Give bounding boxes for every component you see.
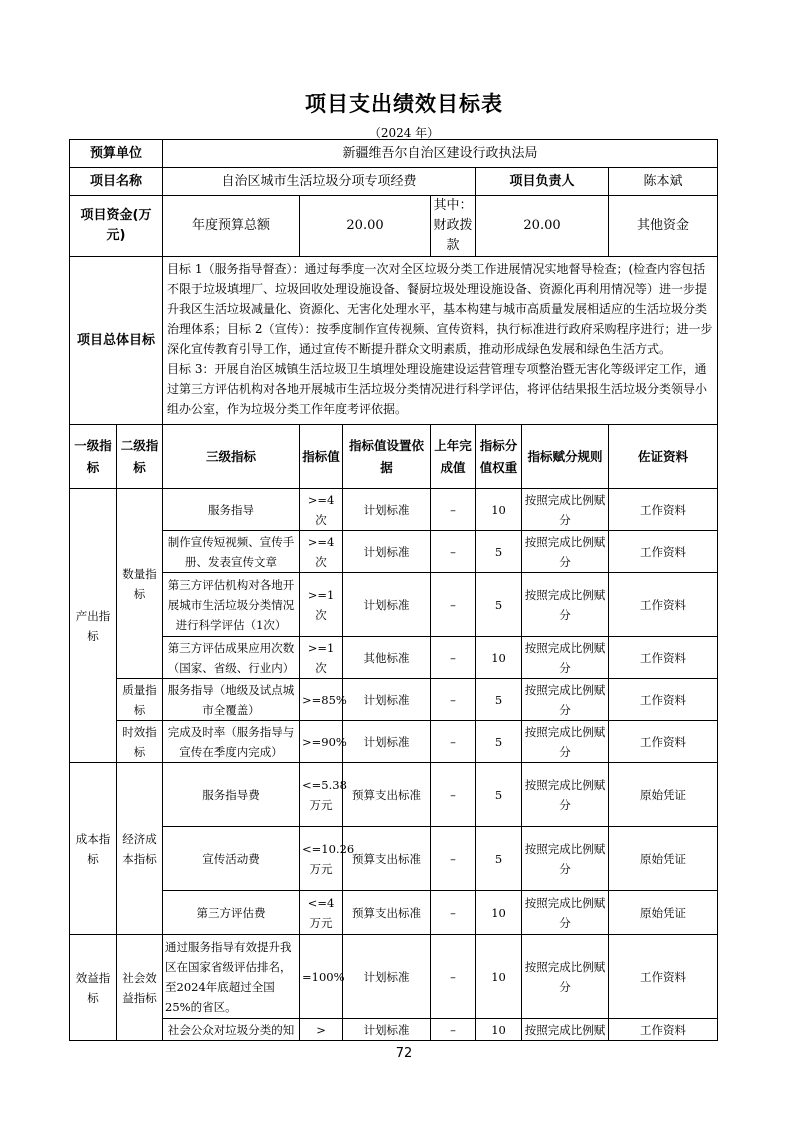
header-rule: 指标赋分规则 — [522, 425, 609, 489]
performance-table — [69, 139, 718, 1041]
indicator-weight: 5 — [476, 763, 522, 827]
indicator-value: >=4次 — [300, 531, 343, 573]
indicator-evidence: 工作资料 — [609, 531, 718, 573]
indicator-rule: 按照完成比例赋 — [522, 1019, 609, 1041]
table-row — [70, 573, 718, 637]
indicator-weight: 5 — [476, 573, 522, 637]
indicator-value: >=90% — [300, 721, 343, 763]
indicator-prev: – — [431, 573, 476, 637]
group-social-benefit: 社会效益指标 — [117, 935, 163, 1041]
indicator-evidence: 工作资料 — [609, 489, 718, 531]
indicator-rule: 按照完成比例赋分 — [522, 721, 609, 763]
indicator-rule: 按照完成比例赋分 — [522, 827, 609, 891]
header-level1: 一级指标 — [70, 425, 117, 489]
indicator-name: 通过服务指导有效提升我区在国家省级评估排名，至2024年底超过全国25%的省区。 — [163, 935, 300, 1019]
indicator-evidence: 工作资料 — [609, 935, 718, 1019]
fiscal-label: 其中：财政拨款 — [431, 196, 476, 257]
header-prev: 上年完成值 — [431, 425, 476, 489]
indicator-basis: 预算支出标准 — [343, 763, 431, 827]
indicator-prev: – — [431, 935, 476, 1019]
indicator-evidence: 原始凭证 — [609, 891, 718, 935]
header-weight: 指标分值权重 — [476, 425, 522, 489]
page-title: 项目支出绩效目标表 — [305, 91, 503, 116]
project-leader-value: 陈本斌 — [609, 168, 718, 196]
indicator-weight: 5 — [476, 679, 522, 721]
indicator-name: 服务指导 — [163, 489, 300, 531]
indicator-rule: 按照完成比例赋分 — [522, 531, 609, 573]
indicator-value: <=4万元 — [300, 891, 343, 935]
indicator-weight: 10 — [476, 1019, 522, 1041]
indicator-evidence: 原始凭证 — [609, 763, 718, 827]
header-evidence: 佐证资料 — [609, 425, 718, 489]
indicator-rule: 按照完成比例赋分 — [522, 935, 609, 1019]
indicator-basis: 计划标准 — [343, 935, 431, 1019]
indicator-weight: 10 — [476, 637, 522, 679]
indicator-basis: 计划标准 — [343, 531, 431, 573]
page-number: 72 — [395, 1046, 413, 1061]
indicator-weight: 10 — [476, 935, 522, 1019]
table-row — [70, 721, 718, 763]
indicator-prev: – — [431, 721, 476, 763]
indicator-name: 宣传活动费 — [163, 827, 300, 891]
indicator-rule: 按照完成比例赋分 — [522, 763, 609, 827]
table-row — [70, 1019, 718, 1041]
indicator-value: >=1次 — [300, 637, 343, 679]
indicator-name: 第三方评估成果应用次数（国家、省级、行业内） — [163, 637, 300, 679]
annual-budget-value: 20.00 — [300, 196, 431, 257]
table-row — [70, 891, 718, 935]
indicator-weight: 5 — [476, 827, 522, 891]
indicator-basis: 预算支出标准 — [343, 891, 431, 935]
indicator-prev: – — [431, 891, 476, 935]
indicator-rule: 按照完成比例赋分 — [522, 637, 609, 679]
table-row — [70, 827, 718, 891]
project-leader-label: 项目负责人 — [476, 168, 609, 196]
indicator-basis: 其他标准 — [343, 637, 431, 679]
table-row — [70, 679, 718, 721]
indicator-evidence: 原始凭证 — [609, 827, 718, 891]
indicator-rule: 按照完成比例赋分 — [522, 489, 609, 531]
indicator-prev: – — [431, 489, 476, 531]
indicator-rule: 按照完成比例赋分 — [522, 679, 609, 721]
indicator-evidence: 工作资料 — [609, 573, 718, 637]
indicator-prev: – — [431, 531, 476, 573]
indicator-value: <=5.38万元 — [300, 763, 343, 827]
indicator-name: 服务指导费 — [163, 763, 300, 827]
project-name-label: 项目名称 — [70, 168, 163, 196]
table-row — [70, 489, 718, 531]
indicator-prev: – — [431, 763, 476, 827]
indicator-basis: 计划标准 — [343, 721, 431, 763]
overall-goal-label: 项目总体目标 — [70, 257, 163, 425]
table-row — [70, 531, 718, 573]
year-label: （2024 年） — [368, 126, 440, 140]
indicator-basis: 计划标准 — [343, 679, 431, 721]
table-row — [70, 763, 718, 827]
indicator-name: 第三方评估机构对各地开展城市生活垃圾分类情况进行科学评估（1次） — [163, 573, 300, 637]
indicator-basis: 预算支出标准 — [343, 827, 431, 891]
group-output: 产出指标 — [70, 489, 117, 763]
header-level3: 三级指标 — [163, 425, 300, 489]
goal-paragraph: 目标 1（服务指导督查）：通过每季度一次对全区垃圾分类工作进展情况实地督导检查；(检查内容包括不限于垃圾填埋厂、垃圾回收处理设施设备、餐厨垃圾处理设施设备、资源化再利用情况等）进一步提升我区生活垃圾减量化、资源化、无害化处理水平，基本构建与城市高质量发展相适应的生活垃圾分类治理体系；目标 2（宣传）：按季度制作宣传视频、宣传资料，执行标准进行政府采购程序进行；进一步深化宣传教育引导工作，通过宣传不断提升群众文明素质，推动形成绿色发展和绿色生活方式。 — [167, 262, 713, 356]
goal-paragraph: 目标 3：开展自治区城镇生活垃圾卫生填埋处理设施建设运营管理专项整治暨无害化等级评定工作，通过第三方评估机构对各地开展城市生活垃圾分类情况进行科学评估，将评估结果报生活垃圾分类领导小组办公室，作为垃圾分类工作年度考评依据。 — [167, 362, 708, 416]
group-economic-cost: 经济成本指标 — [117, 763, 163, 935]
group-quality: 质量指标 — [117, 679, 163, 721]
indicator-weight: 10 — [476, 891, 522, 935]
indicator-value: =100% — [300, 935, 343, 1019]
indicator-name: 完成及时率（服务指导与宣传在季度内完成） — [163, 721, 300, 763]
table-row — [70, 935, 718, 1019]
indicator-weight: 10 — [476, 489, 522, 531]
indicator-basis: 计划标准 — [343, 573, 431, 637]
indicator-prev: – — [431, 637, 476, 679]
project-fund-label: 项目资金(万元) — [70, 196, 163, 257]
indicator-evidence: 工作资料 — [609, 637, 718, 679]
indicator-basis: 计划标准 — [343, 1019, 431, 1041]
annual-budget-label: 年度预算总额 — [163, 196, 300, 257]
indicator-value: <=10.26万元 — [300, 827, 343, 891]
indicator-name: 社会公众对垃圾分类的知 — [163, 1019, 300, 1041]
indicator-prev: – — [431, 827, 476, 891]
indicator-evidence: 工作资料 — [609, 721, 718, 763]
project-name-value: 自治区城市生活垃圾分项专项经费 — [163, 168, 476, 196]
other-funds-label: 其他资金 — [609, 196, 718, 257]
group-cost: 成本指标 — [70, 763, 117, 935]
indicator-prev: – — [431, 1019, 476, 1041]
group-timeliness: 时效指标 — [117, 721, 163, 763]
group-benefit: 效益指标 — [70, 935, 117, 1041]
indicator-weight: 5 — [476, 721, 522, 763]
indicator-name: 第三方评估费 — [163, 891, 300, 935]
indicator-basis: 计划标准 — [343, 489, 431, 531]
table-row — [70, 637, 718, 679]
indicator-rule: 按照完成比例赋分 — [522, 573, 609, 637]
indicator-weight: 5 — [476, 531, 522, 573]
indicator-name: 制作宣传短视频、宣传手册、发表宣传文章 — [163, 531, 300, 573]
indicator-name: 服务指导（地级及试点城市全覆盖） — [163, 679, 300, 721]
indicator-value: > — [300, 1019, 343, 1041]
indicator-evidence: 工作资料 — [609, 1019, 718, 1041]
header-basis: 指标值设置依据 — [343, 425, 431, 489]
indicator-rule: 按照完成比例赋分 — [522, 891, 609, 935]
indicator-value: >=85% — [300, 679, 343, 721]
header-level2: 二级指标 — [117, 425, 163, 489]
header-value: 指标值 — [300, 425, 343, 489]
budget-unit-value: 新疆维吾尔自治区建设行政执法局 — [163, 140, 718, 168]
indicator-value: >=1次 — [300, 573, 343, 637]
budget-unit-label: 预算单位 — [70, 140, 163, 168]
indicator-evidence: 工作资料 — [609, 679, 718, 721]
overall-goal-text — [163, 257, 718, 425]
fiscal-value: 20.00 — [476, 196, 609, 257]
indicator-prev: – — [431, 679, 476, 721]
group-quantity: 数量指标 — [117, 489, 163, 679]
indicator-value: >=4次 — [300, 489, 343, 531]
